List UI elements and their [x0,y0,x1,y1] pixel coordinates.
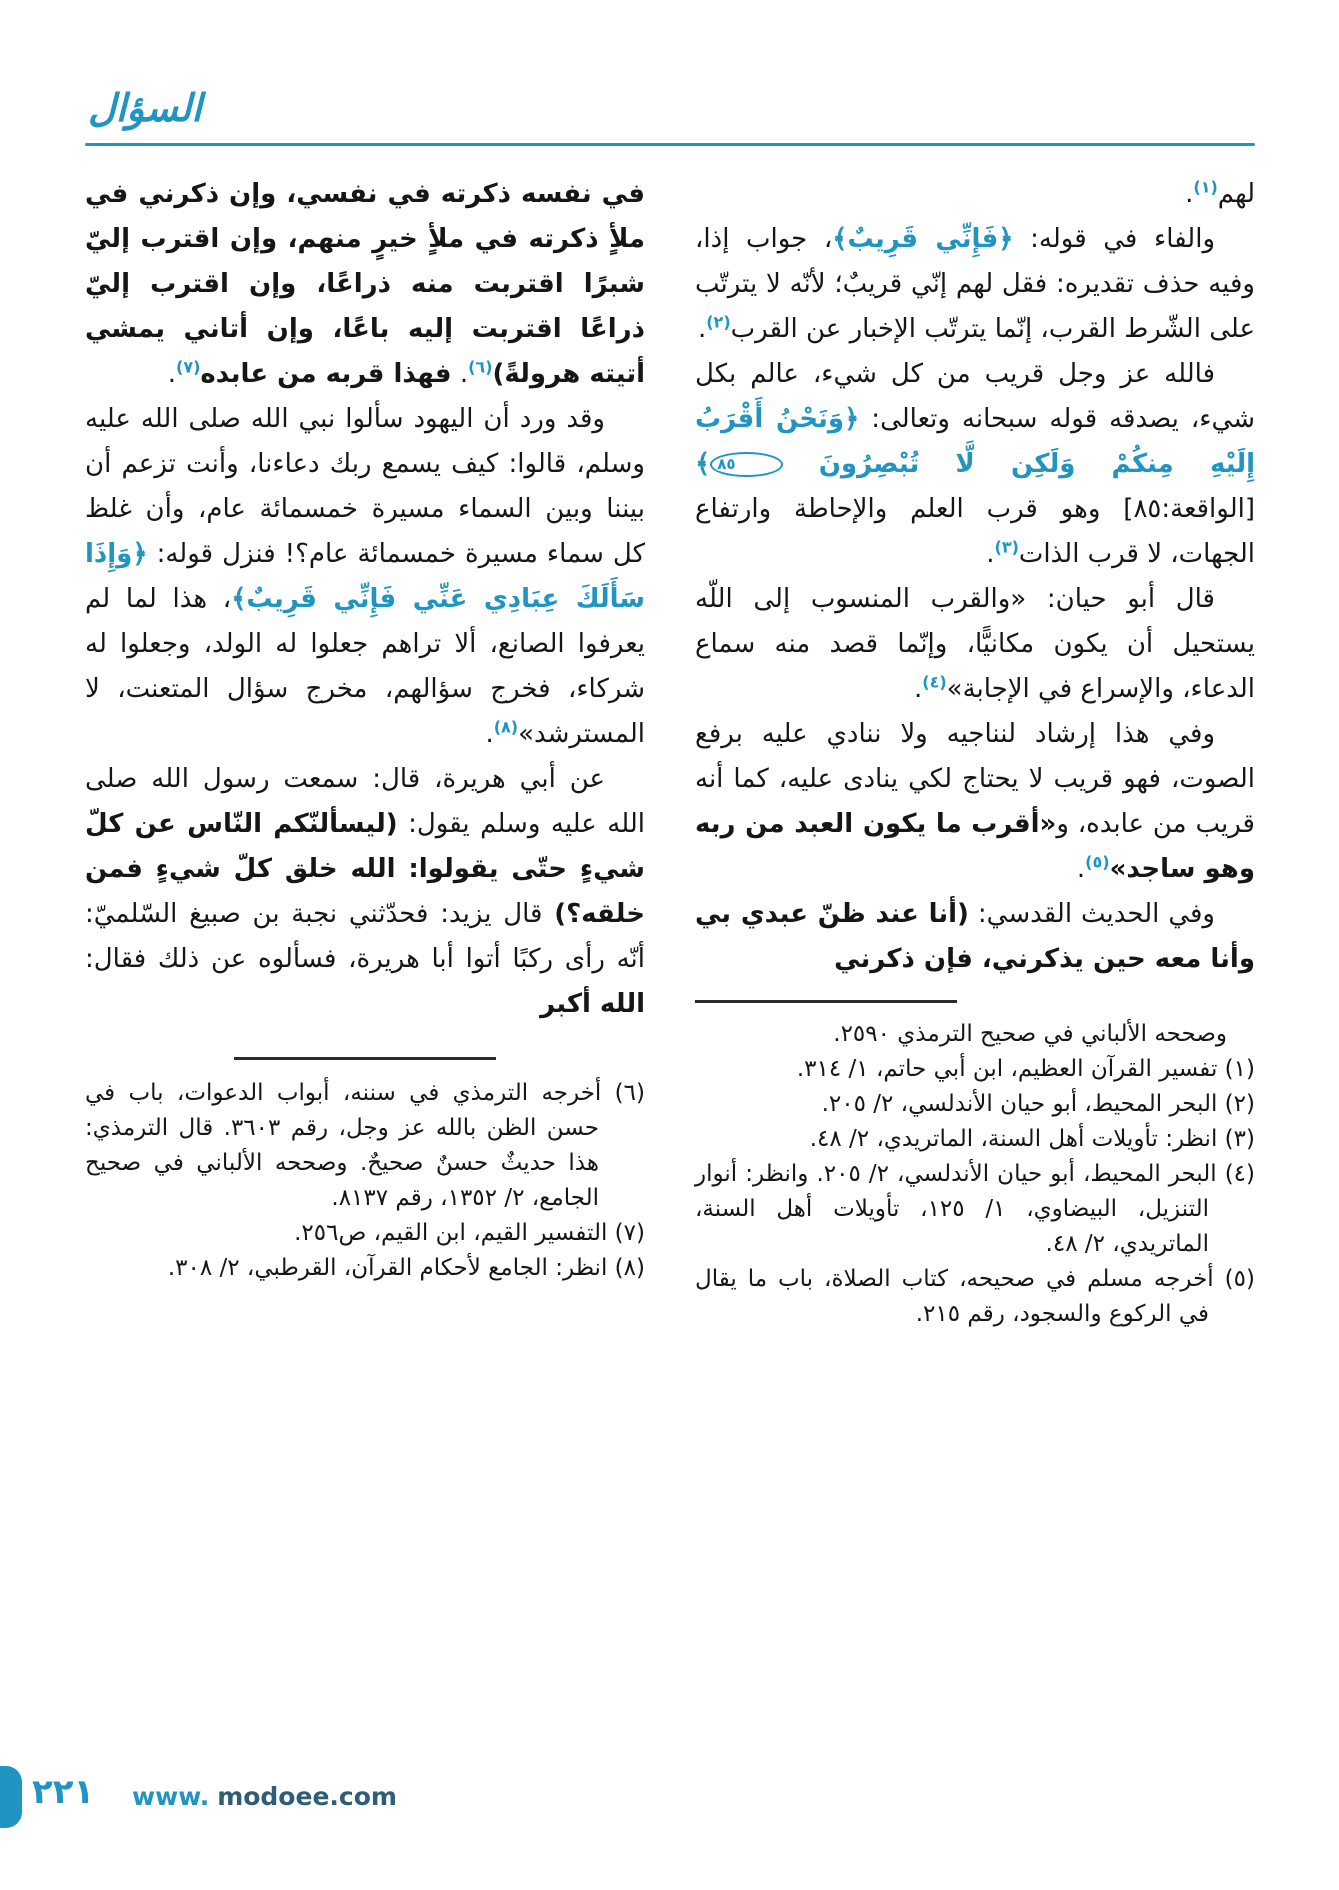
quran-verse: ٨٥ [710,452,782,477]
text-segment: وفي هذا إرشاد لنناجيه ولا ننادي عليه برفع الصوت، فهو قريب لا يحتاج لكي ينادى عليه، كما أنه قريب من عابده، و [695,719,1255,839]
text-segment: قال أبو حيان: «والقرب المنسوب إلى اللّه يستحيل أن يكون مكانيًّا، وإنّما قصد منه سماع الدعاء، والإسراع في الإجابة» [695,584,1255,704]
website-www: www. [132,1782,210,1811]
text-segment: . [697,314,707,344]
footnote-text: أخرجه الترمذي في سننه، أبواب الدعوات، باب في حسن الظن بالله عز وجل، رقم ٣٦٠٣. قال الترمذي: هذا حديثٌ حسنٌ صحيحٌ. وصححه الألباني في صحيح الجامع، ٢/ ١٣٥٢، رقم ٨١٣٧. [85,1079,602,1211]
text-segment: فالله عز وجل قريب من كل شيء، عالم بكل شيء، يصدقه قوله سبحانه وتعالى: [695,359,1255,434]
text-segment: . [485,719,494,749]
paragraph [695,352,1255,577]
footnotes-list [695,1017,1255,1332]
website-link [132,1782,397,1811]
text-segment: عن أبي هريرة، قال: سمعت رسول الله صلى الله عليه وسلم يقول: [85,764,645,839]
text-segment: وقد ورد أن اليهود سألوا نبي الله صلى الله عليه وسلم، قالوا: كيف يسمع ربك دعاءنا، وأنت تزعم أن بيننا وبين السماء مسيرة خمسمائة عام، وأن غلظ كل سماء مسيرة خمسمائة عام؟! فنزل قوله: [85,404,645,569]
footnote-ref: (٧) [176,357,201,377]
text-segment: ، جواب إذا، وفيه حذف تقديره: فقل لهم إنّي قريبٌ؛ لأنّه لا يترتّب على الشّرط القرب، إنّما يترتّب الإخبار عن القرب [695,224,1255,344]
text-segment: . [914,674,923,704]
footnote-ref: (٥) [1085,852,1110,872]
footnote-text: أخرجه مسلم في صحيحه، كتاب الصلاة، باب ما يقال في الركوع والسجود، رقم ٢١٥. [695,1265,1214,1327]
footnote-ref: (٢) [706,312,731,332]
text-segment: وفي الحديث القدسي: [968,899,1215,929]
footnote-number: (٣) [1217,1125,1255,1152]
text-segment: . [167,359,177,389]
footnote-number: (٢) [1217,1090,1255,1117]
text-segment: فهذا قربه من عابده [200,359,452,389]
paragraph [695,892,1255,982]
footnote [85,1216,645,1251]
text-segment: ، هذا لما لم يعرفوا الصانع، ألا تراهم جعلوا له الولد، وجعلوا له شركاء، فخرج سؤالهم، مخرج سؤال المتعنت، لا المسترشد» [85,584,645,749]
website-domain: modoee.com [217,1782,397,1811]
page-edge-tab [0,1766,22,1828]
text-segment: [الواقعة:٨٥] وهو قرب العلم والإحاطة وارتفاع الجهات، لا قرب الذات [695,494,1255,569]
footnotes-list [85,1076,645,1286]
quran-verse: ﴿وَنَحْنُ أَقْرَبُ إِلَيْهِ مِنكُمْ وَلَكِن لَّا تُبْصِرُونَ [695,404,1255,479]
text-segment: . [1185,179,1194,209]
footnote [85,1076,645,1216]
paragraph [695,577,1255,712]
footnote-text: وصححه الألباني في صحيح الترمذي ٢٥٩٠. [833,1020,1227,1047]
footnote-separator [234,1057,496,1060]
footnote-text: انظر: تأويلات أهل السنة، الماتريدي، ٢/ ٤٨. [809,1125,1218,1152]
footnote-number: (٦) [601,1079,645,1106]
footnote-ref: (٣) [994,537,1019,557]
page-header-title: السؤال [88,86,202,130]
text-segment: والفاء في قوله: [1013,224,1215,254]
text-segment: . [1076,854,1086,884]
footnote [695,1087,1255,1122]
text-segment: (ليسألنّكم النّاس عن كلّ شيءٍ حتّى يقولوا: الله خلق كلّ شيءٍ فمن خلقه؟) [85,809,645,929]
footnote [695,1017,1255,1052]
footnote-number: (١) [1217,1055,1255,1082]
quran-verse: ﴾ [695,449,711,479]
column-body [695,172,1255,982]
footnote [695,1262,1255,1332]
footnote-number: (٥) [1213,1265,1255,1292]
header-rule [85,143,1255,146]
paragraph [695,217,1255,352]
footnote-separator [695,1000,957,1003]
text-segment: قال يزيد: فحدّثني نجبة بن صبيغ السّلميّ: أنّه رأى ركبًا أتوا أبا هريرة، فسألوه عن ذلك فقال: [85,899,645,974]
column-body [85,172,645,1027]
footnote [695,1122,1255,1157]
footnote-ref: (١) [1193,177,1218,197]
text-segment: في نفسه ذكرته في نفسي، وإن ذكرني في ملأٍ ذكرته في ملأٍ خيرٍ منهم، وإن اقترب إليّ شبرًا اقتربت منه ذراعًا، وإن اقترب إليّ ذراعًا اقتربت إليه باعًا، وإن أتاني يمشي أتيته هرولةً) [85,179,645,389]
footnote-ref: (٤) [922,672,947,692]
paragraph [85,757,645,1027]
text-segment: الله أكبر [540,989,645,1019]
paragraph [695,712,1255,892]
footnote [695,1157,1255,1262]
footnote-ref: (٦) [468,357,493,377]
quran-verse: ﴿فَإِنِّي قَرِيبٌ﴾ [832,224,1014,254]
column-left [85,172,645,1332]
footnote-text: البحر المحيط، أبو حيان الأندلسي، ٢/ ٢٠٥. [821,1090,1218,1117]
footnote [695,1052,1255,1087]
footnote-text: انظر: الجامع لأحكام القرآن، القرطبي، ٢/ ٣٠٨. [167,1254,608,1281]
footnote-number: (٧) [607,1219,645,1246]
quran-verse: ﴿وَإِذَا سَأَلَكَ عِبَادِي عَنِّي فَإِنِّي قَرِيبٌ﴾ [85,539,645,614]
text-segment: لهم [1217,179,1255,209]
paragraph [85,397,645,757]
footnote-number: (٤) [1216,1160,1256,1187]
text-segment: (أنا عند ظنّ عبدي بي وأنا معه حين يذكرني، فإن ذكرني [695,899,1255,974]
page-content [85,172,1255,1332]
footnote-text: تفسير القرآن العظيم، ابن أبي حاتم، ١/ ٣١٤. [796,1055,1218,1082]
text-segment: . [451,359,469,389]
text-segment: . [986,539,995,569]
footnote-ref: (٨) [493,717,519,737]
footnote-number: (٨) [607,1254,645,1281]
footnote [85,1251,645,1286]
paragraph [695,172,1255,217]
text-segment: «أقرب ما يكون العبد من ربه وهو ساجد» [695,809,1255,884]
page-number: ٢٢١ [32,1772,95,1812]
footnote-text: التفسير القيم، ابن القيم، ص٢٥٦. [294,1219,608,1246]
footnote-text: البحر المحيط، أبو حيان الأندلسي، ٢/ ٢٠٥. وانظر: أنوار التنزيل، البيضاوي، ١/ ١٢٥، تأويلات أهل السنة، الماتريدي، ٢/ ٤٨. [695,1160,1217,1257]
column-right [695,172,1255,1332]
paragraph [85,172,645,397]
